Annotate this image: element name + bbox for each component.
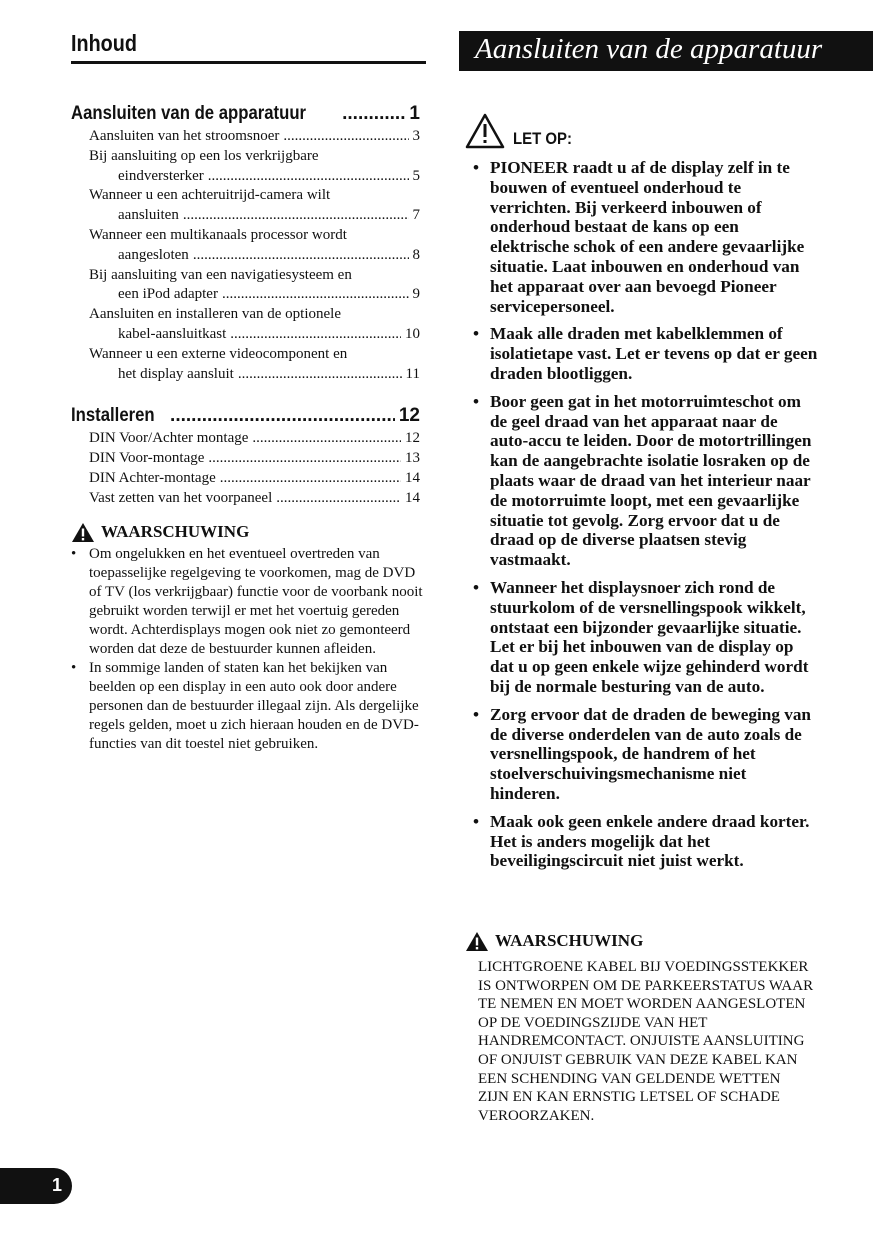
- toc-entry-page: 11: [405, 365, 420, 382]
- toc-entry-text: Bij aansluiting op een los verkrijgbare: [89, 147, 319, 164]
- caution-item: • Maak alle draden met kabelklemmen of isolatietape vast. Let er tevens op dat er geen draden blootliggen.: [473, 324, 818, 383]
- warning-title: WAARSCHUWING: [101, 522, 250, 541]
- toc-entry-text: het display aansluit: [118, 365, 234, 382]
- toc-entry[interactable]: [71, 489, 420, 509]
- toc-section-title: Installeren: [71, 405, 155, 427]
- caution-item: • Zorg ervoor dat de draden de beweging van de diverse onderdelen van de auto zoals de versnellingspook, de handrem of het stoelverschuivingsmechanisme niet hinderen.: [473, 705, 818, 804]
- toc-entry[interactable]: [71, 345, 420, 385]
- toc-entry-text: Aansluiten van het stroomsnoer: [89, 128, 280, 144]
- warning-body: LICHTGROENE KABEL BIJ VOEDINGSSTEKKER IS ONTWORPEN OM DE PARKEERSTATUS WAAR TE NEMEN EN MOET WORDEN AANGESLOTEN OP DE VOEDINGSZIJDE VAN HET HANDREMCONTACT. ONJUISTE AANSLUITING OF ONJUIST GEBRUIK VAN DEZE KABEL KAN EEN SCHENDING VAN GELDENDE WETTEN ZIJN EN KAN ERNSTIG LETSEL OF SCHADE VEROORZAKEN.: [478, 959, 814, 1124]
- toc-entry-page: 14: [405, 469, 420, 486]
- toc-entry[interactable]: [71, 469, 420, 489]
- caution-triangle-icon: [465, 113, 505, 149]
- caution-item: • Maak ook geen enkele andere draad korter. Het is anders mogelijk dat het beveiligingscircuit niet juist werkt.: [473, 812, 818, 871]
- page-number-tab: [0, 1168, 72, 1204]
- toc-leader: [220, 469, 401, 489]
- toc-entry-page: 12: [405, 430, 420, 447]
- toc-leader: [276, 489, 401, 509]
- toc-section-page: 1: [409, 103, 420, 124]
- toc-entry-text: Wanneer een multikanaals processor wordt: [89, 226, 347, 243]
- toc-section-heading[interactable]: [71, 403, 420, 429]
- toc-entry-page: 9: [412, 286, 420, 303]
- warning-list: [71, 545, 423, 754]
- toc-entry[interactable]: [71, 186, 420, 226]
- toc-entry-text: Wanneer u een achteruitrijd-camera wilt: [89, 187, 331, 204]
- toc-entry[interactable]: [71, 305, 420, 345]
- toc-section-title: Aansluiten van de apparatuur: [71, 103, 307, 124]
- toc-heading: Inhoud: [71, 30, 137, 56]
- toc-entry[interactable]: [71, 266, 420, 306]
- page-number: 1: [52, 1175, 63, 1195]
- toc-leader: [183, 206, 409, 226]
- toc-leader: [252, 429, 401, 449]
- toc-heading-rule: [71, 61, 426, 64]
- warning-item: • Om ongelukken en het eventueel overtreden van toepasselijke regelgeving te voorkomen, mag de DVD of TV (los verkrijgbaar) functie voor de voorbank nooit gebruikt worden terwijl er met het voertuig gereden wordt. Achterdisplays mogen ook niet zo gemonteerd worden dat deze de bestuurder kunnen afleiden.: [71, 545, 423, 659]
- toc-entry[interactable]: [71, 449, 420, 469]
- toc-entry-text: eindversterker: [118, 167, 204, 184]
- toc-entry-page: 8: [412, 246, 420, 263]
- toc-entry-text: aansluiten: [118, 207, 179, 224]
- toc-entry[interactable]: [71, 127, 420, 147]
- toc-entry-page: 7: [412, 207, 420, 224]
- toc-entry[interactable]: [71, 429, 420, 449]
- section-banner-title: Aansluiten van de apparatuur: [475, 33, 823, 65]
- toc-entry[interactable]: [71, 147, 420, 187]
- caution-item: • Boor geen gat in het motorruimteschot om de geel draad van het apparaat naar de auto-accu te leiden. Door de motortrillingen kan de aangebrachte isolatie losraken op de plaats waar de draad van het interieur naar de motorruimte loopt, met een gevaarlijke situatie tot gevolg. Zorg ervoor dat u de draad op de diverse plaatsen stevig vastmaakt.: [473, 392, 818, 570]
- toc-entry-page: 10: [405, 325, 420, 342]
- caution-label: LET OP:: [513, 129, 573, 148]
- toc-entry-text: DIN Achter-montage: [89, 469, 216, 486]
- caution-item: • Wanneer het displaysnoer zich rond de stuurkolom of de versnellingspook wikkelt, ontstaat een bijzonder gevaarlijke situatie. Let er bij het inbouwen van de display op dat u op geen enkele wijze gehinderd wordt bij de normale besturing van de auto.: [473, 578, 818, 697]
- warning-triangle-icon: [465, 931, 489, 952]
- toc-entry-page: 14: [405, 489, 420, 506]
- warning-heading: [71, 521, 423, 543]
- toc-leader: [230, 325, 401, 345]
- toc-entry-page: 3: [412, 128, 420, 144]
- toc-entry-text: Vast zetten van het voorpaneel: [89, 489, 273, 506]
- caution-list: [473, 158, 818, 879]
- table-of-contents: [71, 101, 420, 509]
- toc-entry-text: DIN Voor/Achter montage: [89, 430, 249, 447]
- toc-leader: [193, 246, 409, 266]
- warning-triangle-icon: [71, 522, 95, 543]
- toc-entry[interactable]: [71, 226, 420, 266]
- toc-entry-text: kabel-aansluitkast: [118, 325, 227, 342]
- toc-entry-text: Aansluiten en installeren van de optionele: [89, 306, 342, 323]
- toc-entry-text: een iPod adapter: [118, 286, 218, 303]
- toc-entry-text: Wanneer u een externe videocomponent en: [89, 345, 348, 362]
- warning-title: WAARSCHUWING: [495, 931, 644, 950]
- caution-heading: [465, 113, 580, 149]
- toc-leader: [342, 101, 405, 127]
- left-warning-box: [71, 521, 423, 754]
- toc-leader: [238, 365, 402, 385]
- toc-entry-page: 5: [412, 167, 420, 184]
- toc-leader: [208, 167, 409, 187]
- toc-leader: [208, 449, 401, 469]
- warning-item: • In sommige landen of staten kan het bekijken van beelden op een display in een auto ook door andere personen dan de bestuurder illegaal zijn. Als dergelijke regels gelden, moet u zich hieraan houden en de DVD-functies van dit toestel niet gebruiken.: [71, 659, 423, 754]
- toc-section-heading[interactable]: [71, 101, 420, 127]
- toc-entry-text: DIN Voor-montage: [89, 450, 205, 467]
- toc-leader: [222, 285, 409, 305]
- toc-entry-page: 13: [405, 450, 420, 467]
- warning-heading: [465, 930, 815, 952]
- toc-leader: [170, 403, 395, 429]
- toc-entry-text: Bij aansluiting van een navigatiesysteem en: [89, 266, 352, 283]
- toc-section-page: 12: [398, 405, 420, 427]
- right-warning-box: [465, 930, 815, 1125]
- toc-entry-text: aangesloten: [118, 246, 189, 263]
- caution-item: • PIONEER raadt u af de display zelf in te bouwen of eventueel onderhoud te verrichten. Bij verkeerd inbouwen of onderhoud bestaat de kans op een elektrische schok of een andere gevaarlijke situatie. Laat inbouwen en onderhoud van het apparaat over aan bevoegd Pioneer servicepersoneel.: [473, 158, 818, 316]
- toc-leader: [283, 127, 408, 147]
